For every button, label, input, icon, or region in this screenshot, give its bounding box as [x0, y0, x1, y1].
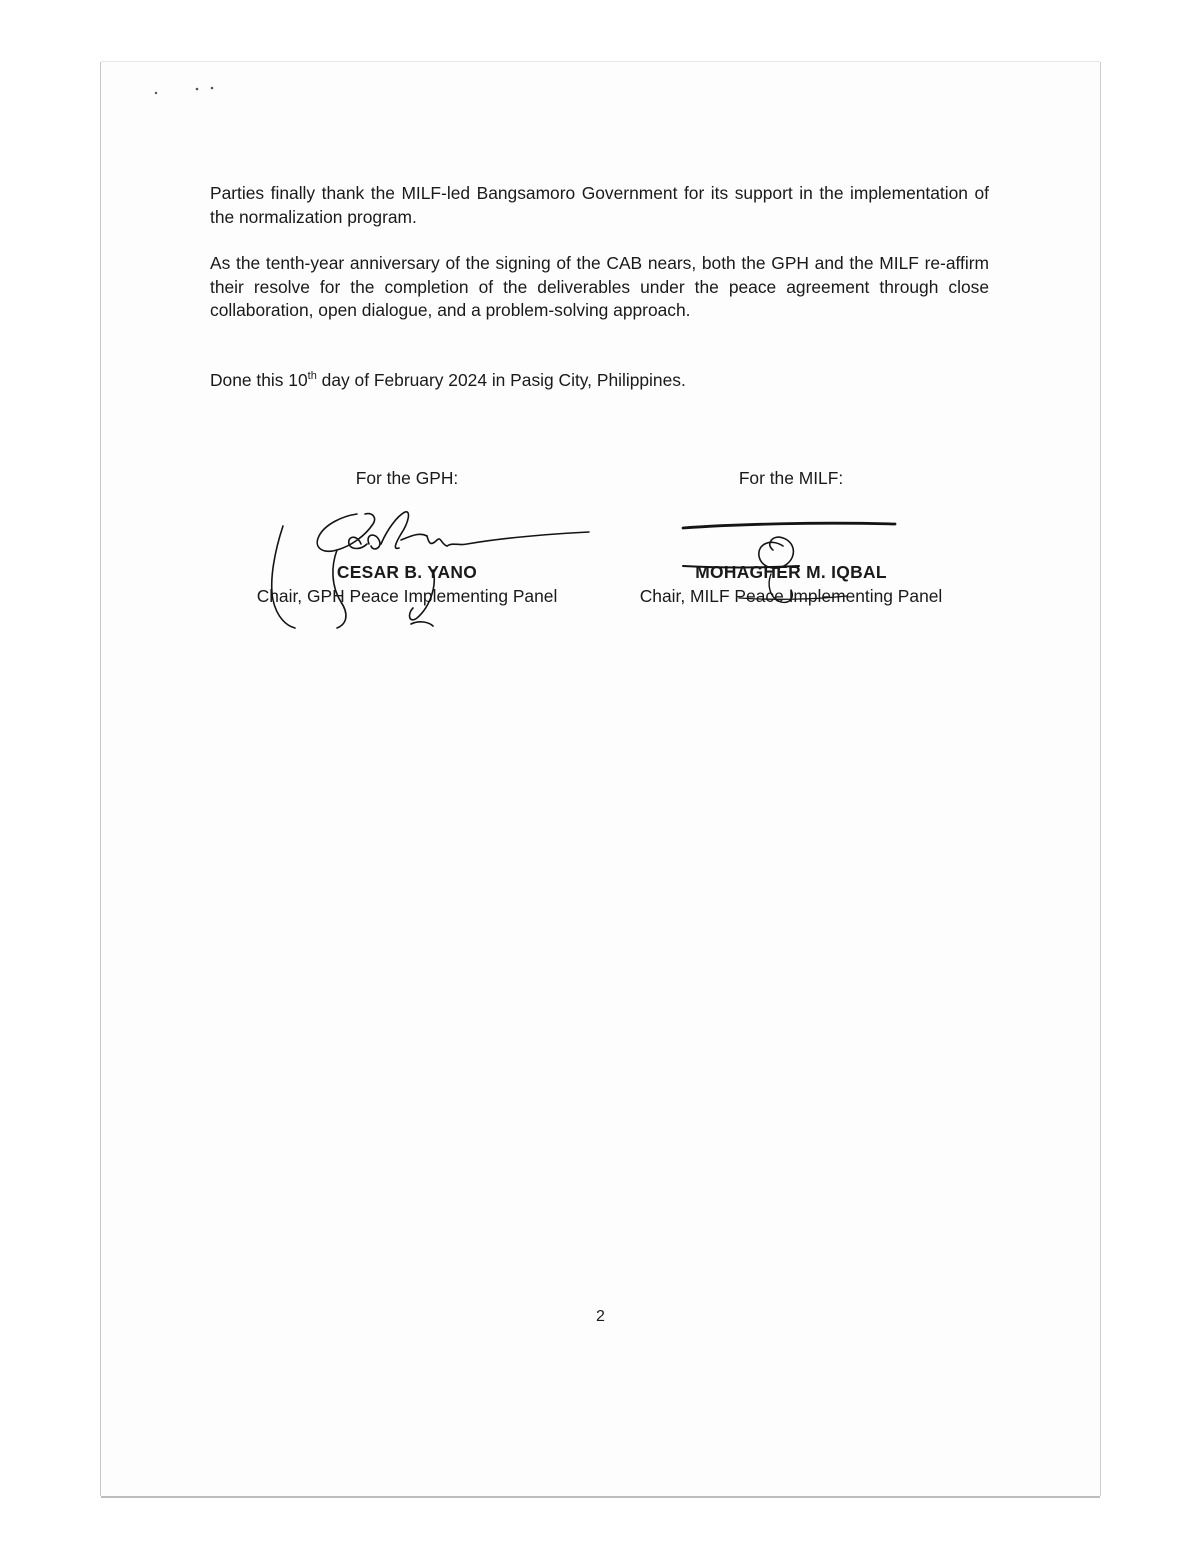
closing-thanks-paragraph: Parties finally thank the MILF-led Bangsamoro Government for its support in the implementation of the normalization program. — [210, 183, 989, 227]
page-number: 2 — [596, 1308, 605, 1325]
gph-signature-block — [207, 466, 607, 608]
signing-date-ordinal: th — [307, 370, 317, 383]
scan-specks — [101, 62, 301, 102]
gph-signatory-name: CESAR B. YANO — [336, 562, 478, 582]
signing-date-suffix: day of February 2024 in Pasig City, Philippines. — [316, 370, 686, 390]
gph-for-label: For the GPH: — [355, 468, 459, 488]
scanned-page — [101, 62, 1100, 1496]
milf-signatory-title: Chair, MILF Peace Implementing Panel — [639, 586, 943, 606]
signing-date-line — [210, 369, 989, 393]
gph-signatory-title: Chair, GPH Peace Implementing Panel — [256, 586, 558, 606]
signing-date-prefix: Done this 10 — [210, 370, 308, 390]
milf-signature-block — [591, 466, 991, 608]
milf-signatory-name: MOHAGHER M. IQBAL — [695, 562, 887, 582]
reaffirmation-paragraph: As the tenth-year anniversary of the signing of the CAB nears, both the GPH and the MILF re-affirm their resolve for the completion of the deliverables under the peace agreement through close collaboration, open dialogue, and a problem-solving approach. — [210, 253, 989, 320]
milf-for-label: For the MILF: — [738, 468, 844, 488]
